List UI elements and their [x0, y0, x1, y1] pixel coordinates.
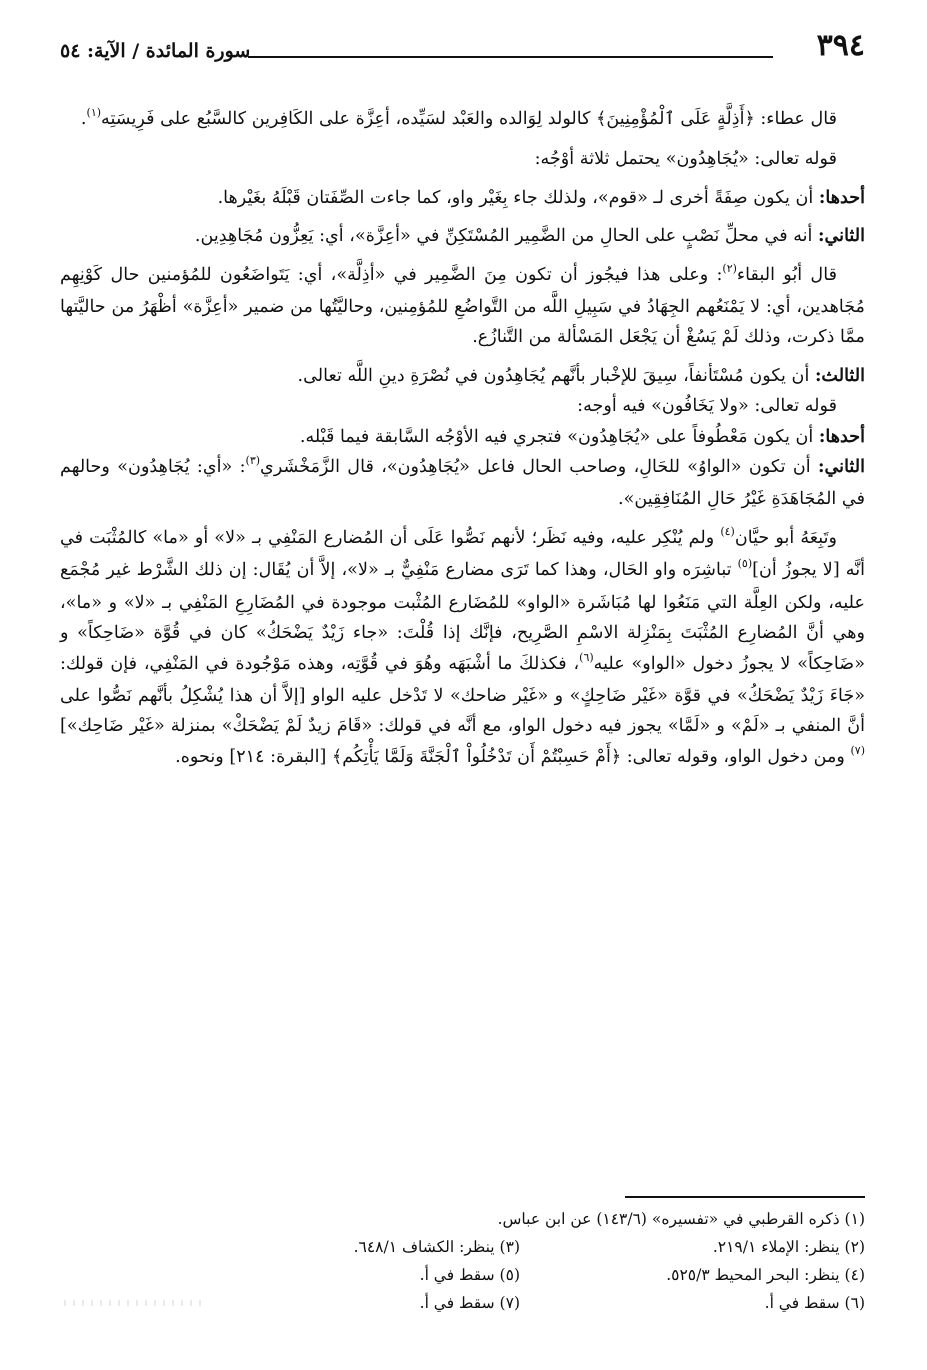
paragraph: قال عطاء: ﴿أَذِلَّةٍ عَلَى ٱلْمُؤْمِنِينَ﴾ كالولد لِوَالده والعَبْد لسَيِّده، أعِزَّة على الكَافِرين كالسَّبُع على فَرِيسَتِه$^{(١)}$. — [80, 106, 837, 129]
footnote: (٥) سقط في أ. — [419, 1266, 520, 1284]
footnote: (٢) ينظر: الإملاء ٢١٩/١. — [712, 1238, 865, 1256]
footnote: (٧) سقط في أ. — [419, 1294, 520, 1312]
footnote-ref: (٢) — [722, 261, 737, 275]
scan-noise — [64, 1300, 204, 1306]
footnote-ref: (١) — [86, 106, 102, 119]
footnote-ref: (٦) — [579, 650, 594, 664]
footnote: (١) ذكره القرطبي في «تفسيره» (١٤٣/٦) عن ابن عباس. — [497, 1210, 865, 1228]
page-header — [60, 30, 865, 74]
header-rule — [248, 56, 773, 58]
point-label: الثاني: — [818, 225, 865, 247]
paragraph: قوله تعالى: «ولا يَخَافُون» فيه أوجه: — [577, 396, 837, 417]
point-label: الثاني: — [818, 456, 865, 478]
footnote-rule — [625, 1196, 865, 1198]
book-page — [60, 30, 865, 1340]
footnote: (٤) ينظر: البحر المحيط ٥٢٥/٣. — [666, 1266, 865, 1284]
footnote: (٦) سقط في أ. — [764, 1294, 865, 1312]
footnote-row — [60, 1261, 865, 1289]
footnote-row — [60, 1233, 865, 1261]
point-label: الثالث: — [814, 364, 865, 386]
paragraph: أحدها: أن يكون صِفَةً أخرى لـ «قوم»، ولذلك جاء بِغَيْر واو، كما جاءت الصِّفَتان قَبْلَهُ بغَيْرها. — [217, 186, 865, 208]
point-label: أحدها: — [818, 186, 865, 208]
footnote-ref: (٥) — [737, 557, 753, 571]
main-text — [60, 104, 865, 774]
paragraph: قوله تعالى: «يُجَاهِدُون» يحتمل ثلاثة أوْجُه: — [534, 149, 837, 170]
paragraph: قال أبُو البقاء$^{(٢)}$: وعلى هذا فيجُوز أن تكون مِنَ الضَّمِير في «أذِلَّة»، أي: يَتَواضَعُون للمُؤمنين حال كَوْنِهِم مُجَاهدين، أي: لا يَمْنَعُهم الجِهَادُ في سَبِيلِ اللَّه من التَّواضُعِ للمُؤمِنين، وحاليَّتُها من ضمير «أعِزَّة» أظْهَرُ من حاليَّتها ممَّا ذكرت، وذلك لَمْ يَسُغْ أن يَجْعَل المَسْألة من التَّنازُع. — [60, 261, 865, 348]
running-head: سورة المائدة / الآية: ٥٤ — [60, 40, 251, 62]
footnote-ref: (٧) — [850, 743, 865, 757]
point-label: أحدها: — [818, 425, 865, 447]
paragraph: الثاني: أنه في محلِّ نَصْبٍ على الحالِ من الضَّمِير المُسْتَكِنِّ في «أعِزَّة»، أي: يَعِزُّون مُجَاهِدِين. — [194, 225, 865, 247]
footnote-row — [60, 1205, 865, 1233]
paragraph: أحدها: أن يكون مَعْطُوفاً على «يُجَاهِدُون» فتجري فيه الأوْجُه السَّابقة فيما قَبْله. — [299, 425, 865, 447]
footnote-ref: (٤) — [720, 524, 735, 538]
paragraph: الثالث: أن يكون مُسْتَأنفاً، سِيقَ للإخْبار بأنَّهم يُجَاهِدُون في نُصْرَةِ دينِ اللَّه تعالى. — [297, 364, 865, 386]
footnote-ref: (٣) — [245, 454, 261, 468]
paragraph: الثاني: أن تكون «الواوُ» للحَالِ، وصاحب الحال فاعل «يُجَاهِدُون»، قال الزَّمَخْشَري$^{(٣)}$: «أي: يُجَاهِدُون» وحالهم في المُجَاهَدَةِ غَيْرُ حَالِ المُنَافِقِين». — [60, 454, 865, 510]
page-number: ٣٩٤ — [816, 28, 865, 63]
paragraph: وتَبِعَهُ أبو حيَّان$^{(٤)}$ ولم يُنْكِر عليه، وفيه نَظَر؛ لأنهم نَصُّوا عَلَى أن المُضارع المَنْفِي بـ «لا» أو «ما» كالمُثْبَت في أنَّه [لا يجوزُ أن]$^{(٥)}$ تباشِرَه واو الحَال، وهذا كما تَرَى مضارع مَنْفِيٌّ بـ «لا»، إلاَّ أن يُقَال: إن ذلك الشَّرْط غير مُجْمَع عليه، ولكن العِلَّة التي مَنَعُوا لها مُبَاشَرة «الواو» للمُضَارع المُثْبت موجودة في المُضَارِعِ المَنْفِي بـ «لا» و «ما»، وهي أنَّ المُضارِع المُثْبَتَ بِمَنْزِلة الاسْمِ الصَّرِيح، فإنَّك إذا قُلْتَ: «جاء زَيْدٌ يَضْحَكُ» كان في قُوَّة «ضَاحِكاً» و «ضَاحِكاً» لا يجوزُ دخول «الواو» عليه$^{(٦)}$، فكذلكَ ما أشْبَهَه وهُوَ في قُوَّتِه، وهذه مَوْجُودة في المَنْفِي، فإن قولك: «جَاءَ زَيْدٌ يَضْحَكُ» في قوَّة «غَيْر ضَاحِكٍ» و «غَيْر ضاحك» لا تَدْخل عليه الواو [إلاَّ أن هذا يُشْكِلُ بأنَّهم نَصُّوا على أنَّ المنفي بـ «لَمْ» و «لَمَّا» يجوز فيه دخول الواو، مع أنَّه في قولك: «قَامَ زيدٌ لَمْ يَضْحَكْ» بمنزلة «غَيْر ضَاحِك»]$^{(٧)}$ ومن دخول الواو، وقوله تعالى: ﴿أَمْ حَسِبْتُمْ أَن تَدْخُلُواْ ٱلْجَنَّةَ وَلَمَّا يَأْتِكُم﴾ [البقرة: ٢١٤] ونحوه. — [60, 524, 865, 767]
footnote: (٣) ينظر: الكشاف ٦٤٨/١. — [353, 1238, 520, 1256]
